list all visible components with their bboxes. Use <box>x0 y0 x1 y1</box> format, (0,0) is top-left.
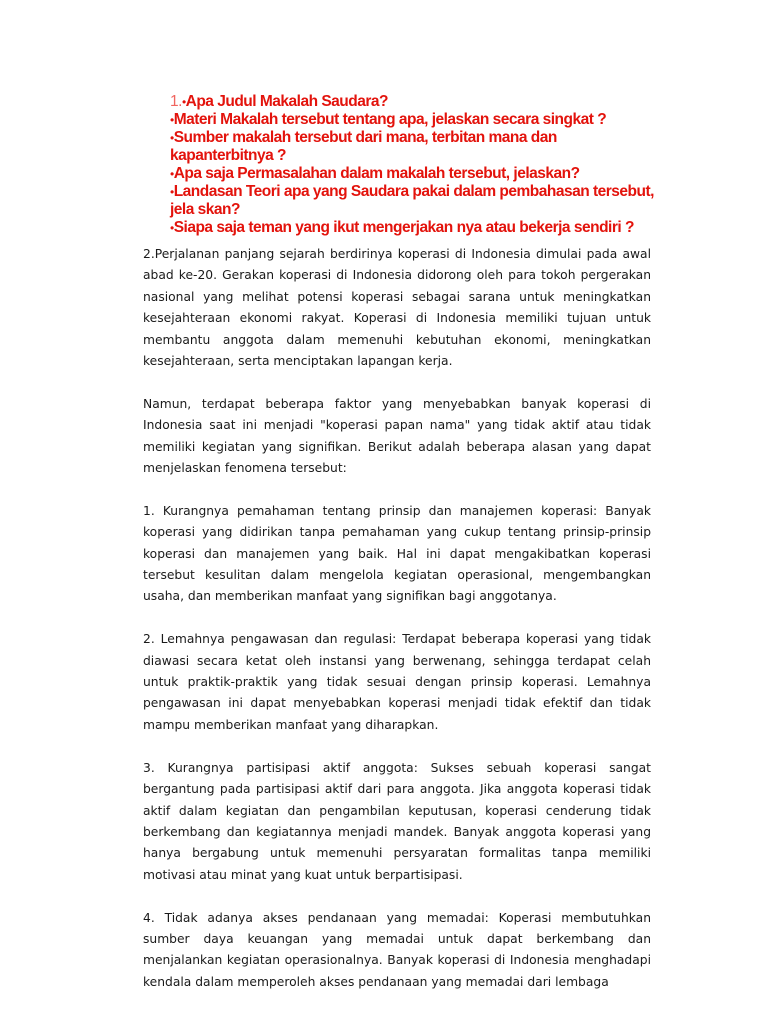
question-6 <box>170 219 660 237</box>
bullet-icon: • <box>181 95 186 109</box>
bullet-icon: • <box>170 221 174 235</box>
question-4 <box>170 165 660 183</box>
paragraph-factor-3: 3. Kurangnya partisipasi aktif anggota: Sukses sebuah koperasi sangat bergantung pada partisipasi aktif dari para anggota. Jika anggota koperasi tidak aktif dalam kegiatan dan pengambilan keputusan, koperasi cenderung tidak berkembang dan kegiatannya menjadi mandek. Banyak anggota koperasi yang hanya bergabung untuk memenuhi persyaratan formalitas tanpa memiliki motivasi atau minat yang kuat untuk berpartisipasi. <box>143 760 651 882</box>
question-list <box>170 93 660 237</box>
question-3 <box>170 129 660 165</box>
question-text: Sumber makalah tersebut dari mana, terbitan mana dan kapanterbitnya ? <box>170 129 557 164</box>
question-text: Siapa saja teman yang ikut mengerjakan nya atau bekerja sendiri ? <box>173 219 634 236</box>
question-text: Apa Judul Makalah Saudara? <box>185 93 388 110</box>
question-5 <box>170 183 660 219</box>
question-text: Landasan Teori apa yang Saudara pakai dalam pembahasan tersebut, jela skan? <box>170 183 654 218</box>
paragraph-factor-4: 4. Tidak adanya akses pendanaan yang memadai: Koperasi membutuhkan sumber daya keuangan yang memadai untuk dapat berkembang dan menjalankan kegiatan operasionalnya. Banyak koperasi di Indonesia menghadapi kendala dalam memperoleh akses pendanaan yang memadai dari lembaga <box>143 910 651 989</box>
bullet-icon: • <box>170 167 174 181</box>
paragraph-factor-2: 2. Lemahnya pengawasan dan regulasi: Terdapat beberapa koperasi yang tidak diawasi secara ketat oleh instansi yang berwenang, sehingga terdapat celah untuk praktik-praktik yang tidak sesuai dengan prinsip koperasi. Lemahnya pengawasan ini dapat menyebabkan koperasi menjadi tidak efektif dan tidak mampu memberikan manfaat yang diharapkan. <box>143 632 651 732</box>
question-text: Apa saja Permasalahan dalam makalah tersebut, jelaskan? <box>173 165 580 182</box>
question-text: Materi Makalah tersebut tentang apa, jelaskan secara singkat ? <box>173 111 607 128</box>
bullet-icon: • <box>170 185 174 199</box>
question-number: 1. <box>170 93 182 110</box>
paragraph-history: 2.Perjalanan panjang sejarah berdirinya koperasi di Indonesia dimulai pada awal abad ke-20. Gerakan koperasi di Indonesia didorong oleh para tokoh pergerakan nasional yang melihat potensi koperasi sebagai sarana untuk meningkatkan kesejahteraan ekonomi rakyat. Koperasi di Indonesia memiliki tujuan untuk membantu anggota dalam memenuhi kebutuhan ekonomi, meningkatkan kesejahteraan, serta menciptakan lapangan kerja. <box>143 247 651 369</box>
bullet-icon: • <box>170 131 174 145</box>
question-2 <box>170 111 660 129</box>
bullet-icon: • <box>170 113 174 127</box>
paragraph-factor-1: 1. Kurangnya pemahaman tentang prinsip dan manajemen koperasi: Banyak koperasi yang didirikan tanpa pemahaman yang cukup tentang prinsip-prinsip koperasi dan manajemen yang baik. Hal ini dapat mengakibatkan koperasi tersebut kesulitan dalam mengelola kegiatan operasional, mengembangkan usaha, dan memberikan manfaat yang signifikan bagi anggotanya. <box>143 503 651 604</box>
question-1 <box>170 93 660 111</box>
document-body <box>143 244 651 1015</box>
paragraph-intro-factors: Namun, terdapat beberapa faktor yang menyebabkan banyak koperasi di Indonesia saat ini menjadi "koperasi papan nama" yang tidak aktif atau tidak memiliki kegiatan yang signifikan. Berikut adalah beberapa alasan yang dapat menjelaskan fenomena tersebut: <box>143 396 651 476</box>
